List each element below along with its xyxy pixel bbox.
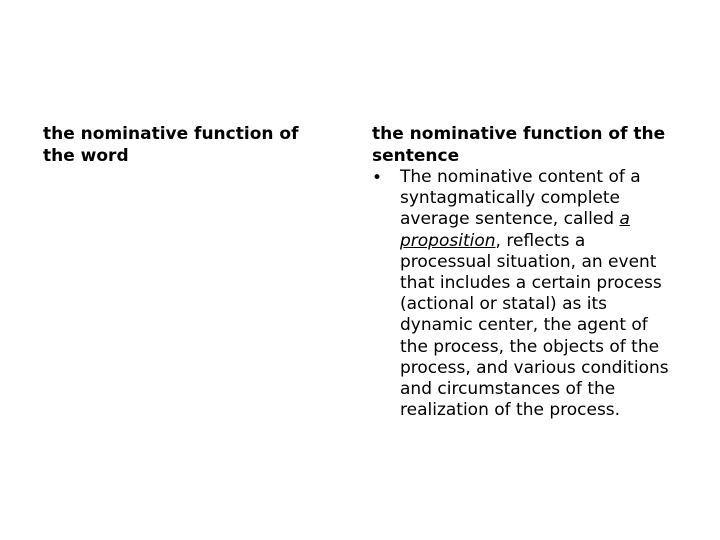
bullet-item [372, 167, 672, 421]
bullet-text-end: , reflects a processual situation, an event that includes a certain process (actional or statal) as its dynamic center, the agent of the process, the objects of the process, and various conditions and circumstances of the realization of the process. [400, 230, 669, 421]
emphasis-proposition: proposition [400, 230, 496, 251]
right-column [372, 123, 672, 421]
emphasis-a: a [619, 209, 630, 230]
bullet-text [400, 167, 672, 421]
bullet-icon: • [372, 168, 383, 188]
bullet-text-start: The nominative content of a syntagmatically complete average sentence, called [400, 167, 641, 230]
left-heading: the nominative function of the word [43, 124, 299, 166]
left-column [43, 123, 333, 167]
right-heading: the nominative function of the sentence [372, 124, 666, 166]
